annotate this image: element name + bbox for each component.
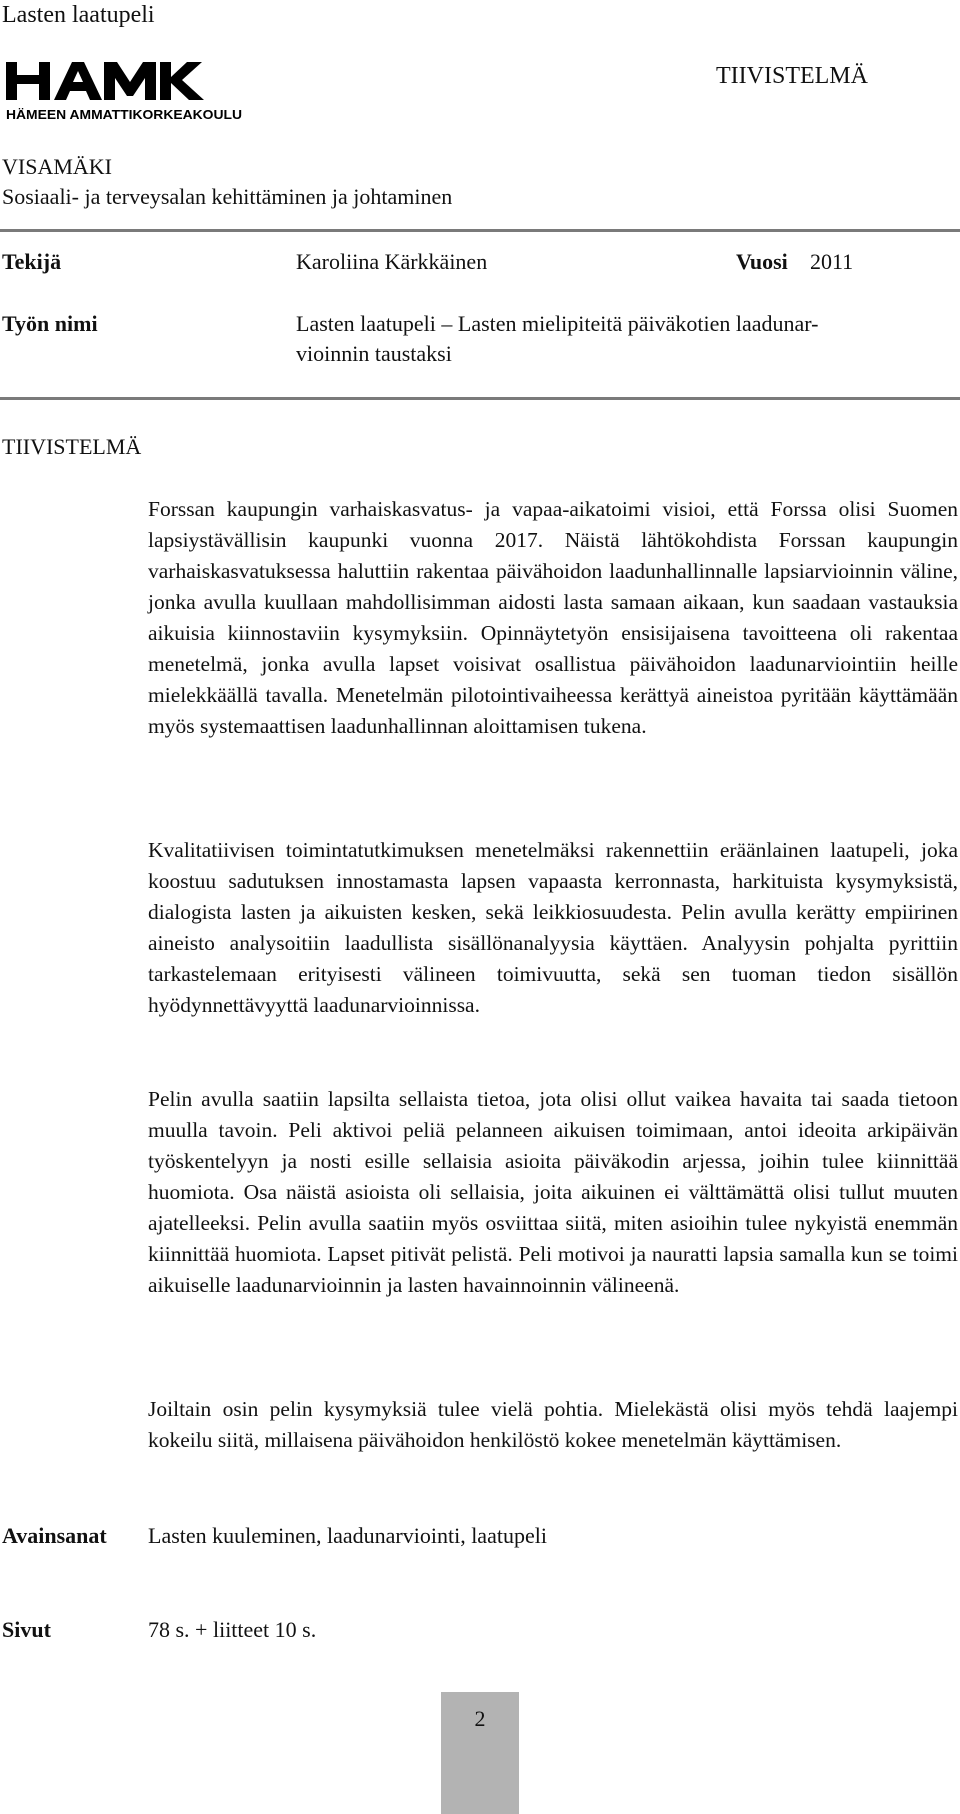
pages-label: Sivut	[2, 1617, 51, 1642]
campus-name: VISAMÄKI	[2, 154, 112, 179]
author-label: Tekijä	[2, 249, 62, 274]
page-number: 2	[474, 1706, 486, 1731]
page-number-box	[441, 1692, 519, 1814]
thesis-title-value	[296, 309, 818, 369]
pages-value: 78 s. + liitteet 10 s.	[148, 1617, 317, 1642]
abstract-paragraph-3: Pelin avulla saatiin lapsilta sellaista tietoa, jota olisi ollut vaikea havaita tai saada tietoon muulla tavoin. Peli aktivoi peliä pelanneen aikuisen toimimaan, antoi ideoita arkipäivän työskentelyyn ja nosti esille sellaisia asioita päiväkodin arjessa, joihin tulee kiinnittää huomiota. Osa näistä asioista oli sellaisia, joita aikuinen ei välttämättä olisi tullut muuten ajatelleeksi. Pelin avulla saatiin myös osviittaa siitä, miten asioihin tulee nykyistä enemmän kiinnittää huomiota. Lapset pitivät pelistä. Peli motivoi ja nauratti lapsia samalla kun se toimi aikuiselle laadunarvioinnin ja lasten havainnoinnin välineenä.	[148, 1087, 958, 1297]
running-header: Lasten laatupeli	[2, 2, 155, 28]
abstract-paragraph-2: Kvalitatiivisen toimintatutkimuksen menetelmäksi rakennettiin eräänlainen laatupeli, joka koostuu sadutuksen innostamasta lapsen vapaasta kerronnasta, harkituista kysymyksistä, dialogista lasten ja aikuisten kesken, sekä leikkiosuudesta. Pelin avulla kerätty empiirinen aineisto analysoitiin laadullista sisällönanalyysia käyttäen. Analyysin pohjalta pyrittiin tarkastelemaan erityisesti välineen toimivuutta, sekä sen tuoman tiedon sisällön hyödynnettävyyttä laadunarvioinnissa.	[148, 838, 958, 1017]
year-label: Vuosi	[736, 249, 788, 274]
svg-text:HÄMEEN AMMATTIKORKEAKOULU: HÄMEEN AMMATTIKORKEAKOULU	[6, 108, 221, 122]
degree-programme: Sosiaali- ja terveysalan kehittäminen ja johtaminen	[2, 184, 453, 209]
thesis-title-line-1: Lasten laatupeli – Lasten mielipiteitä päiväkotien laadunar-	[296, 311, 819, 336]
thesis-title-label: Työn nimi	[2, 311, 98, 336]
hamk-logo	[6, 62, 244, 124]
keywords-label: Avainsanat	[2, 1523, 107, 1548]
abstract-heading: TIIVISTELMÄ	[2, 434, 142, 459]
school-info	[2, 152, 452, 212]
keywords-value: Lasten kuuleminen, laadunarviointi, laatupeli	[148, 1523, 547, 1548]
year-value: 2011	[810, 249, 854, 274]
author-value: Karoliina Kärkkäinen	[296, 249, 488, 274]
top-divider	[0, 229, 960, 232]
thesis-title-line-2: vioinnin taustaksi	[296, 341, 452, 366]
document-type-label: TIIVISTELMÄ	[716, 63, 868, 89]
abstract-paragraph-1: Forssan kaupungin varhaiskasvatus- ja vapaa-aikatoimi visioi, että Forssa olisi Suomen lapsiystävällisin kaupunki vuonna 2017. Näistä lähtökohdista Forssan kaupungin varhaiskasvatuksessa haluttiin rakentaa päivähoidon laadunhallinnalle lapsiarvioinnin väline, jonka avulla kuullaan mahdollisimman aidosti lasta samaan aikaan, kun saadaan vastauksia aikuisia kiinnostaviin kysymyksiin. Opinnäytetyön ensisijaisena tavoitteena oli rakentaa menetelmä, jonka avulla lapset voisivat osallistua päivähoidon laadunarviointiin heille mielekkäällä tavalla. Menetelmän pilotointivaiheessa kerättyä aineistoa pyritään käyttämään myös systemaattisen laadunhallinnan aloittamisen tukena.	[148, 497, 958, 738]
middle-divider	[0, 397, 960, 400]
abstract-paragraph-4: Joiltain osin pelin kysymyksiä tulee vielä pohtia. Mielekästä olisi myös tehdä laajempi kokeilu siitä, millaisena päivähoidon henkilöstö kokee menetelmän käyttämisen.	[148, 1397, 958, 1452]
